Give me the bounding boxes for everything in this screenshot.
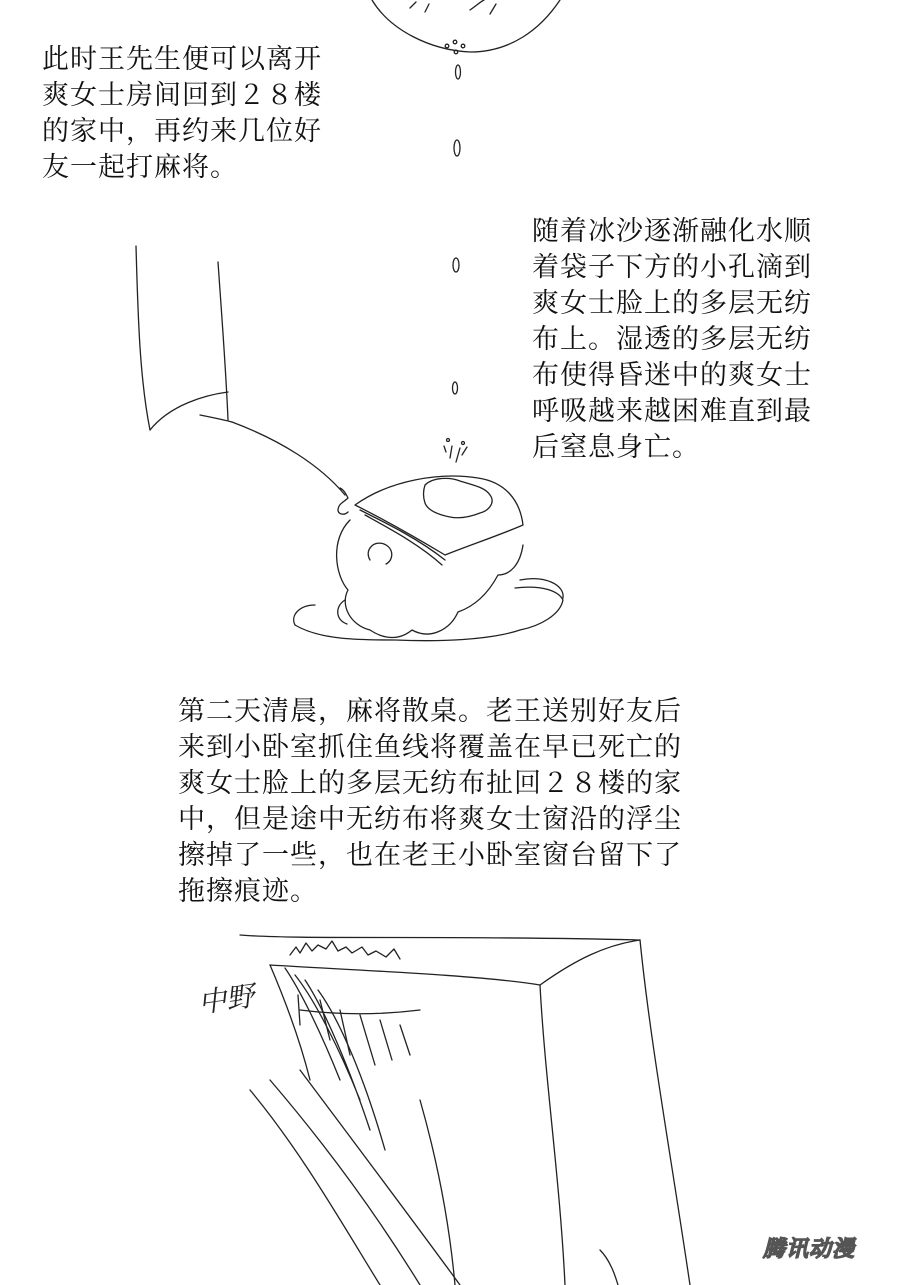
watermark-logo: [742, 1233, 876, 1267]
water-droplet: [453, 382, 458, 394]
wall-line: [218, 262, 228, 420]
watermark-text: 腾讯动漫: [762, 1237, 855, 1262]
fabric-layer: [365, 515, 442, 565]
bag-hole-dot: [453, 40, 457, 44]
curtain-stroke: [300, 1070, 460, 1285]
bag-hole-dot: [445, 44, 449, 48]
water-droplet: [454, 140, 460, 156]
wet-spot: [424, 478, 493, 517]
water-splash: [444, 446, 467, 462]
window-frame: [270, 965, 540, 985]
water-splash-drop: [447, 439, 450, 442]
caption-second: 随着冰沙逐渐融化水顺 着袋子下方的小孔滴到 爽女士脸上的多层无纺 布上。湿透的多层无纺 布使得昏迷中的爽女士 呼吸越来越困难直到最 后窒息身亡。: [532, 216, 812, 463]
dust-smear: [290, 941, 400, 959]
fabric-layer: [360, 510, 445, 560]
window-frame: [270, 965, 310, 1080]
curtain-stroke: [250, 1090, 380, 1285]
hair-outline: [337, 520, 523, 638]
water-droplet: [456, 65, 461, 79]
water-droplet: [453, 258, 459, 272]
wall-line: [136, 246, 150, 430]
ice-bag-scribble: [410, 0, 496, 14]
wall-line: [150, 392, 228, 430]
curtain-stroke: [420, 1100, 455, 1285]
caption-first: 此时王先生便可以离开 爽女士房间回到２８楼 的家中，再约来几位好 友一起打麻将。: [42, 44, 322, 183]
bag-hole-dot: [454, 50, 458, 54]
artist-signature: 中野: [196, 979, 257, 1020]
ice-bag-outline: [372, 0, 560, 52]
fishing-line: [232, 422, 345, 495]
window-frame: [240, 935, 640, 940]
drag-marks: [285, 968, 385, 1150]
water-splash-drop: [462, 442, 465, 445]
pillow-outline: [295, 587, 563, 641]
curtain-stroke: [270, 1080, 420, 1285]
window-frame: [540, 985, 565, 1285]
curtain-stroke: [600, 1250, 618, 1285]
bag-hole-dot: [461, 44, 465, 48]
window-frame: [640, 940, 690, 1285]
window-frame: [540, 940, 640, 985]
pillow-outline: [294, 605, 315, 625]
caption-third: 第二天清晨，麻将散桌。老王送别好友后 来到小卧室抓住鱼线将覆盖在早已死亡的 爽女士脸上的多层无纺布扯回２８楼的家 中，但是途中无纺布将爽女士窗沿的浮尘 擦掉了一些，也在老王小卧室窗台留下了 拖擦痕迹。: [178, 696, 682, 907]
hair-curl: [368, 543, 392, 564]
